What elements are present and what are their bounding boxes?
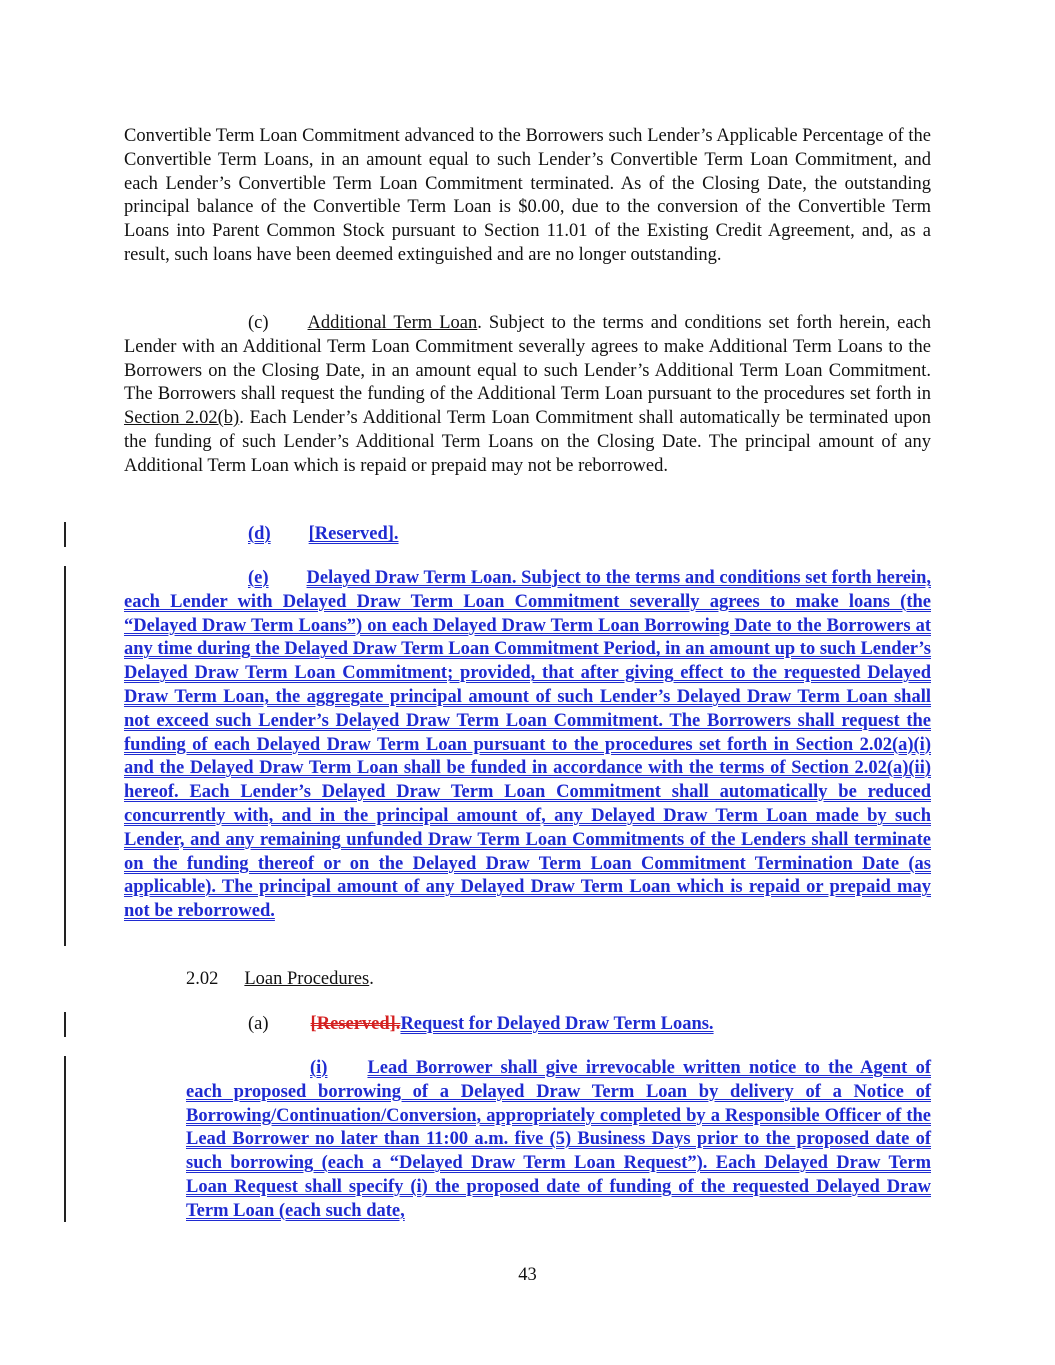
change-bar-a — [64, 1012, 66, 1037]
paragraph-e-delayed-draw-term-loan — [124, 567, 931, 924]
change-bar-i — [64, 1056, 66, 1222]
paragraph-c-additional-term-loan — [124, 312, 931, 479]
marker-d: (d) — [248, 524, 271, 544]
paragraph-d-text: [Reserved]. — [308, 524, 399, 544]
deleted-text-reserved: [Reserved]. — [310, 1014, 401, 1034]
page-number: 43 — [518, 1265, 537, 1285]
marker-c: (c) — [248, 313, 269, 333]
change-bar-d — [64, 522, 66, 547]
inserted-text-request-heading: Request for Delayed Draw Term Loans. — [400, 1014, 714, 1034]
heading-loan-procedures: Loan Procedures — [244, 969, 370, 989]
heading-period: . — [369, 969, 374, 989]
marker-e: (e) — [248, 568, 269, 588]
change-bar-e — [64, 566, 66, 946]
paragraph-convertible-text: Convertible Term Loan Commitment advanced to the Borrowers such Lender’s Applicable Percentage of the Convertible Term Loans, in an amount equal to such Lender’s Convertible Term Loan Commitment, and each Lender’s Convertible Term Loan Commitment terminated. As of the Closing Date, the outstanding principal balance of the Convertible Term Loan is $0.00, due to the conversion of the Convertible Term Loans into Parent Common Stock pursuant to Section 11.01 of the Existing Credit Agreement, and, as a result, such loans have been deemed extinguished and are no longer outstanding. — [124, 126, 931, 265]
paragraph-a-request — [124, 1013, 931, 1037]
marker-a: (a) — [248, 1014, 269, 1034]
paragraph-i-lead-borrower-notice — [186, 1057, 931, 1224]
heading-additional-term-loan: Additional Term Loan — [307, 313, 478, 333]
paragraph-i-text: Lead Borrower shall give irrevocable written notice to the Agent of each proposed borrowing of a Delayed Draw Term Loan by delivery of a Notice of Borrowing/Continuation/Conversion, appropriately completed by a Responsible Officer of the Lead Borrower no later than 11:00 a.m. five (5) Business Days prior to the proposed date of such borrowing (each a “Delayed Draw Term Loan Request”). Each Delayed Draw Term Loan Request shall specify (i) the proposed date of funding of the requested Delayed Draw Term Loan (each such date, — [186, 1058, 931, 1221]
paragraph-convertible-term-loan — [124, 125, 931, 268]
paragraph-e-text: Delayed Draw Term Loan. Subject to the terms and conditions set forth herein, each Lender with Delayed Draw Term Loan Commitment severally agrees to make loans (the “Delayed Draw Term Loans”) on each Delayed Draw Term Loan Borrowing Date to the Borrowers at any time during the Delayed Draw Term Loan Commitment Period, in an amount up to such Lender’s Delayed Draw Term Loan Commitment; provided, that after giving effect to the requested Delayed Draw Term Loan, the aggregate principal amount of such Lender’s Delayed Draw Term Loan shall not exceed such Lender’s Delayed Draw Term Loan Commitment. The Borrowers shall request the funding of each Delayed Draw Term Loan pursuant to the procedures set forth in Section 2.02(a)(i) and the Delayed Draw Term Loan shall be funded in accordance with the terms of Section 2.02(a)(ii) hereof. Each Lender’s Delayed Draw Term Loan Commitment shall automatically be reduced concurrently with, and in the principal amount of, any Delayed Draw Term Loan made by such Lender, and any remaining unfunded Draw Term Loan Commitments of the Lenders shall terminate on the funding thereof or on the Delayed Draw Term Loan Commitment Termination Date (as applicable). The principal amount of any Delayed Draw Term Loan which is repaid or prepaid may not be reborrowed. — [124, 568, 931, 922]
paragraph-d-reserved — [124, 523, 931, 547]
paragraph-c-text-1: . Subject to the terms and conditions set forth herein, each Lender with an Additional Term Loan Commitment severally agrees to make Additional Term Loans to the Borrowers on the Closing Date, in an amount equal to such Lender’s Additional Term Loan Commitment. The Borrowers shall request the funding of the Additional Term Loan pursuant to the procedures set forth in — [124, 313, 931, 405]
paragraph-c-text-2: . Each Lender’s Additional Term Loan Commitment shall automatically be terminated upon the funding of such Lender’s Additional Term Loans on the Closing Date. The principal amount of any Additional Term Loan which is repaid or prepaid may not be reborrowed. — [124, 408, 931, 476]
marker-i: (i) — [310, 1058, 328, 1078]
section-ref-2-02-b: Section 2.02(b) — [124, 408, 240, 429]
section-2-02-heading — [124, 968, 931, 992]
section-number-2-02: 2.02 — [186, 969, 219, 989]
